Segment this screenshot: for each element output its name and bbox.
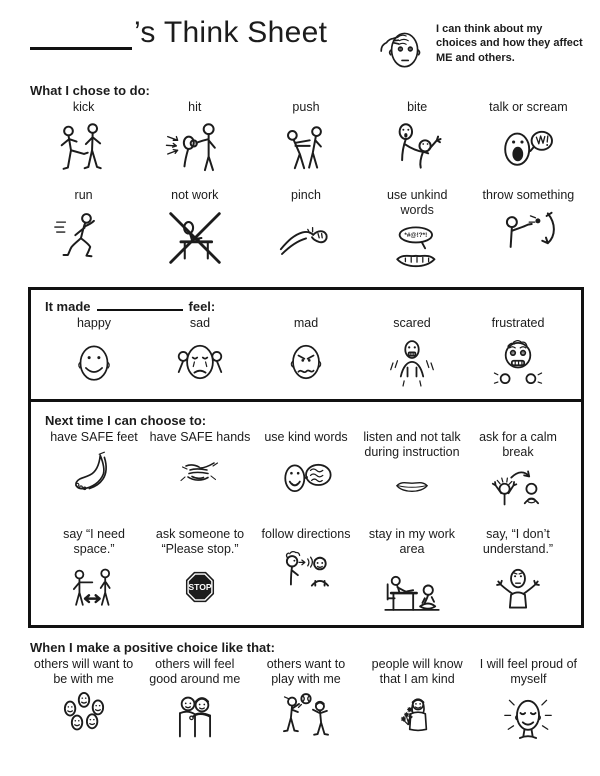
item-label: ask for a calm break (479, 430, 557, 459)
thinking-face-icon (376, 21, 428, 77)
item-label: follow directions (261, 527, 351, 541)
proud-face-icon (499, 690, 557, 750)
next-row-2 (41, 527, 571, 618)
shrug-icon (489, 560, 547, 618)
item-label: hit (188, 100, 202, 114)
item-label: frustrated (491, 316, 545, 330)
choice-item-not-work (163, 188, 227, 270)
item-label: throw something (482, 188, 575, 202)
item-label: kick (72, 100, 95, 114)
item-label: I will feel proud of myself (479, 657, 578, 686)
choice-item-throw-something (483, 188, 575, 268)
safe-hands-icon (170, 448, 230, 498)
outcome-item-feel-good (144, 657, 246, 748)
item-label: sad (189, 316, 211, 330)
header-note: I can think about my choices and how they affect ME and others. (436, 23, 583, 64)
item-label: push (292, 100, 320, 114)
item-label: use kind words (264, 430, 348, 444)
section-heading-feel: It made feel: (45, 299, 216, 314)
item-label: others will feel good around me (149, 657, 241, 686)
calm-break-icon (488, 463, 548, 519)
item-label: others will want to be with me (33, 657, 134, 686)
need-space-icon (65, 560, 123, 616)
feeling-item-mad (279, 316, 333, 390)
follow-directions-icon (275, 545, 337, 603)
item-label: run (74, 188, 93, 202)
choice-item-follow-directions (262, 527, 351, 603)
section-heading-chose: What I chose to do: (30, 83, 150, 98)
unkind-bubble-text: *#@!?*! (404, 232, 428, 240)
item-label: have SAFE feet (50, 430, 138, 444)
stop-sign-icon (173, 560, 227, 614)
section-next-time (31, 402, 581, 625)
outcome-item-be-with-me (33, 657, 135, 748)
choice-item-kick (53, 100, 115, 180)
choice-item-safe-hands (150, 430, 251, 498)
feeling-item-frustrated (490, 316, 546, 392)
kind-words-icon (273, 448, 339, 504)
item-label: mad (293, 316, 319, 330)
scared-face-icon (384, 334, 440, 392)
safe-feet-icon (65, 448, 123, 500)
item-label: listen and not talk during instruction (363, 430, 461, 459)
pinch-icon (276, 206, 336, 266)
page-title (28, 16, 327, 50)
item-label: use unkind words (386, 188, 448, 217)
feel-row (41, 316, 571, 392)
item-label: stay in my work area (368, 527, 456, 556)
choice-item-dont-understand (467, 527, 569, 618)
item-label: say, “I don’t understand.” (482, 527, 554, 556)
kick-icon (53, 118, 115, 180)
choice-item-calm-break (467, 430, 569, 519)
item-label: others want to play with me (266, 657, 346, 686)
item-label: say “I need space.” (63, 527, 125, 556)
feeling-item-happy (67, 316, 121, 390)
choice-item-hit (164, 100, 226, 180)
boxed-area (28, 287, 584, 628)
outcome-item-proud (477, 657, 579, 750)
happy-face-icon (67, 334, 121, 390)
section-positive (28, 640, 584, 750)
choice-item-push (275, 100, 337, 180)
choice-item-bite (386, 100, 448, 180)
choice-item-pinch (276, 188, 336, 266)
student-name-blank (30, 17, 132, 50)
next-row-1 (41, 430, 571, 519)
choice-item-use-kind-words (264, 430, 347, 504)
feel-name-blank (97, 297, 183, 311)
section-feel (31, 290, 581, 399)
header (28, 16, 584, 77)
choice-item-work-area (361, 527, 463, 618)
positive-row (28, 657, 584, 750)
mad-face-icon (279, 334, 333, 390)
not-work-icon (163, 206, 227, 270)
unkind-words-icon (386, 221, 448, 279)
chose-row-2 (28, 188, 584, 279)
choice-item-use-unkind-words (377, 188, 457, 279)
group-of-faces-icon (55, 690, 113, 748)
hit-icon (164, 118, 226, 180)
item-label: not work (171, 188, 219, 202)
outcome-item-know-kind (366, 657, 468, 750)
item-label: have SAFE hands (149, 430, 251, 444)
run-icon (53, 206, 115, 268)
item-label: talk or scream (489, 100, 568, 114)
choice-item-talk-or-scream (489, 100, 568, 178)
choice-item-safe-feet (50, 430, 138, 500)
closed-lips-icon (382, 463, 442, 505)
feeling-item-sad (172, 316, 228, 390)
feeling-item-scared (384, 316, 440, 392)
item-label: ask someone to “Please stop.” (155, 527, 245, 556)
section-heading-positive: When I make a positive choice like that: (30, 640, 275, 655)
item-label: people will know that I am kind (371, 657, 463, 686)
choice-item-need-space (43, 527, 145, 616)
stop-sign-text: STOP (188, 582, 212, 593)
person-with-flowers-icon (391, 690, 443, 750)
talk-or-scream-icon (496, 118, 560, 178)
work-area-icon (379, 560, 445, 618)
push-icon (275, 118, 337, 180)
kids-playing-ball-icon (275, 690, 337, 748)
frustrated-face-icon (490, 334, 546, 392)
sad-face-icon (172, 334, 228, 390)
choice-item-listen-not-talk (361, 430, 463, 505)
item-label: happy (76, 316, 112, 330)
friends-hug-icon (166, 690, 224, 748)
item-label: bite (407, 100, 428, 114)
section-heading-next: Next time I can choose to: (45, 413, 207, 428)
chose-row-1 (28, 100, 584, 180)
choice-item-please-stop (149, 527, 251, 614)
item-label: scared (393, 316, 431, 330)
item-label: pinch (291, 188, 321, 202)
choice-item-run (53, 188, 115, 268)
title-text: ’s Think Sheet (134, 16, 328, 49)
bite-icon (386, 118, 448, 180)
throw-something-icon (497, 206, 559, 268)
outcome-item-play-with-me (255, 657, 357, 748)
